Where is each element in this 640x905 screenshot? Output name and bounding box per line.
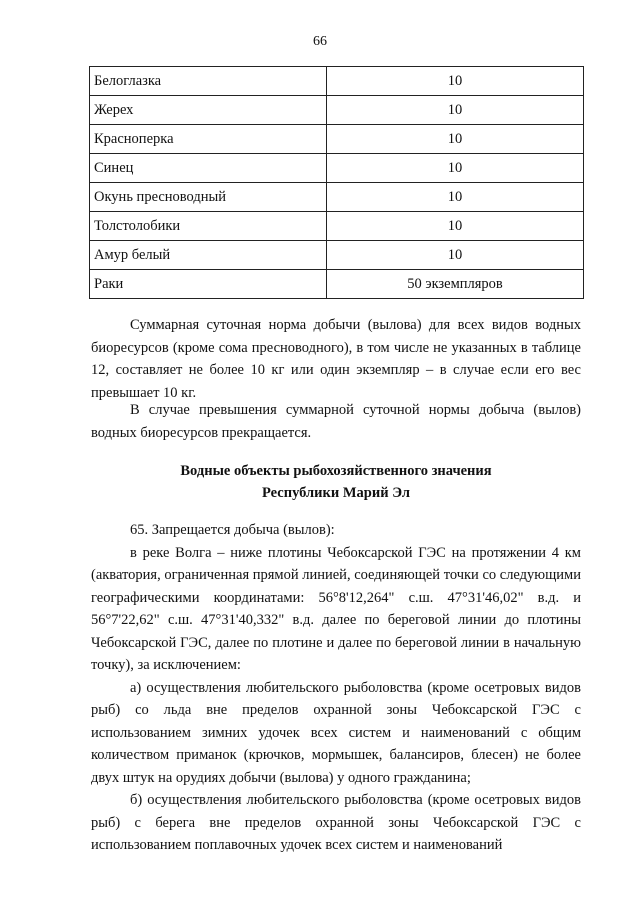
quota-cell: 10 [327, 96, 584, 125]
table-row [90, 154, 584, 183]
fish-name-cell: Толстолобики [90, 212, 327, 241]
quota-cell: 10 [327, 241, 584, 270]
quota-cell: 10 [327, 125, 584, 154]
fish-name-cell: Красноперка [90, 125, 327, 154]
quota-cell: 50 экземпляров [327, 270, 584, 299]
fish-quota-table [89, 66, 584, 299]
paragraph: в реке Волга – ниже плотины Чебоксарской ГЭС на протяжении 4 км (акватория, ограниченная прямой линией, соединяющей точки со следующими географическими координатами: 56°8'12,264" с.ш. 47°31'46,02" в.д. и 56°7'22,62" с.ш. 47°31'40,332" в.д. далее по береговой линии до плотины Чебоксарской ГЭС, далее по плотине и далее по береговой линии в начальную точку), за исключением: [91, 544, 581, 673]
paragraph: а) осуществления любительского рыболовства (кроме осетровых видов рыб) со льда вне пределов охранной зоны Чебоксарской ГЭС с использованием зимних удочек всех систем и наименований с общим количеством приманок (крючков, мормышек, балансиров, блесен) не более двух штук на орудиях добычи (вылова) у одного гражданина; [91, 679, 581, 786]
quota-cell: 10 [327, 67, 584, 96]
table-row [90, 183, 584, 212]
quota-cell: 10 [327, 212, 584, 241]
heading-line: Республики Марий Эл [262, 485, 410, 501]
table-row [90, 96, 584, 125]
fish-name-cell: Синец [90, 154, 327, 183]
fish-name-cell: Окунь пресноводный [90, 183, 327, 212]
section-heading [91, 460, 581, 504]
daily-limit-paragraph-block [91, 314, 581, 404]
heading-line: Водные объекты рыбохозяйственного значения [180, 463, 492, 479]
fish-name-cell: Раки [90, 270, 327, 299]
fish-name-cell: Жерех [90, 96, 327, 125]
table-row [90, 270, 584, 299]
table-row [90, 241, 584, 270]
paragraph: б) осуществления любительского рыболовства (кроме осетровых видов рыб) с берега вне пределов охранной зоны Чебоксарской ГЭС с использованием поплавочных удочек всех систем и наименований [91, 792, 581, 853]
prohibition-section [91, 519, 581, 857]
page-number: 66 [313, 34, 327, 49]
paragraph: 65. Запрещается добыча (вылов): [130, 522, 335, 538]
table-row [90, 125, 584, 154]
paragraph: Суммарная суточная норма добычи (вылова) для всех видов водных биоресурсов (кроме сома пресноводного), в том числе не указанных в таблице 12, составляет не более 10 кг или один экземпляр – в случае если его вес превышает 10 кг. [91, 317, 581, 401]
fish-name-cell: Белоглазка [90, 67, 327, 96]
table-row [90, 67, 584, 96]
exceed-limit-paragraph-block [91, 399, 581, 444]
table-row [90, 212, 584, 241]
quota-cell: 10 [327, 183, 584, 212]
fish-name-cell: Амур белый [90, 241, 327, 270]
quota-cell: 10 [327, 154, 584, 183]
paragraph: В случае превышения суммарной суточной нормы добыча (вылов) водных биоресурсов прекращается. [91, 402, 581, 441]
